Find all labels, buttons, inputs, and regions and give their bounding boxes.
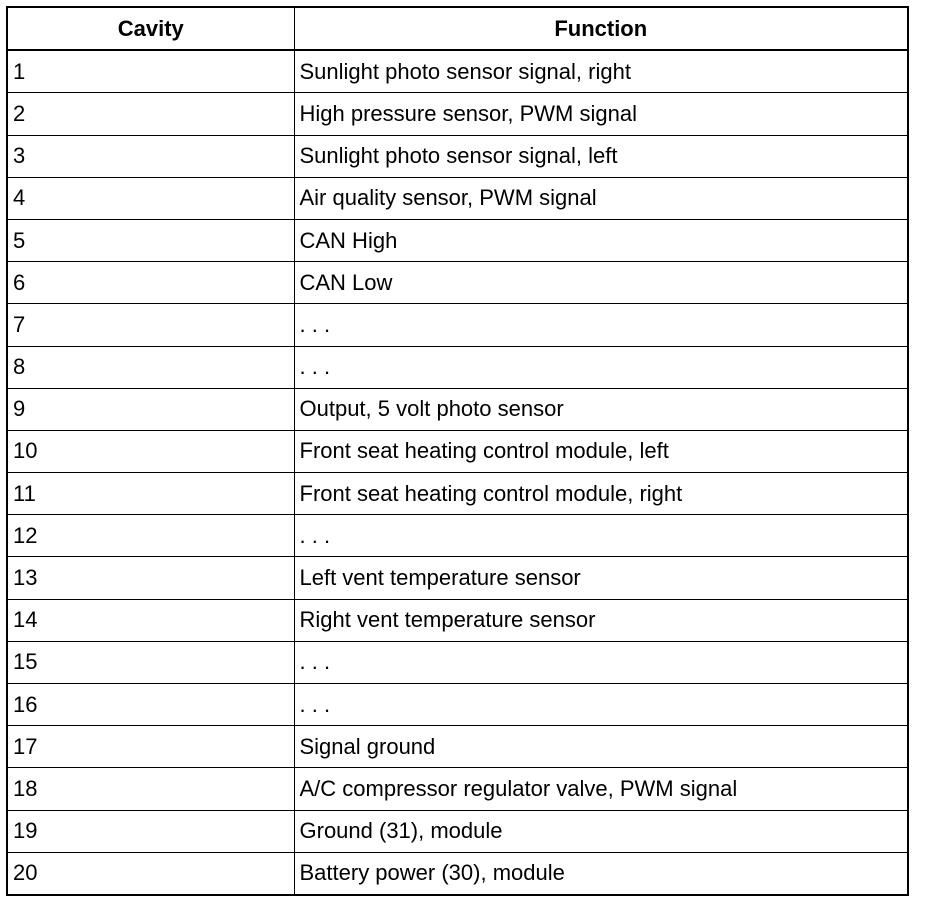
function-cell: Left vent temperature sensor [294, 557, 908, 599]
table-row [7, 810, 908, 852]
function-cell: Air quality sensor, PWM signal [294, 177, 908, 219]
table-row [7, 219, 908, 261]
cavity-cell: 16 [7, 684, 294, 726]
cavity-cell: 7 [7, 304, 294, 346]
function-cell: CAN Low [294, 262, 908, 304]
cavity-cell: 18 [7, 768, 294, 810]
function-cell: Front seat heating control module, right [294, 473, 908, 515]
table-row [7, 135, 908, 177]
table-row [7, 262, 908, 304]
cavity-cell: 1 [7, 50, 294, 93]
cavity-cell: 13 [7, 557, 294, 599]
function-cell: Sunlight photo sensor signal, right [294, 50, 908, 93]
function-cell: Front seat heating control module, left [294, 430, 908, 472]
function-cell: Output, 5 volt photo sensor [294, 388, 908, 430]
table-row [7, 641, 908, 683]
table-row [7, 473, 908, 515]
table-row [7, 515, 908, 557]
table-row [7, 726, 908, 768]
cavity-cell: 8 [7, 346, 294, 388]
cavity-cell: 5 [7, 219, 294, 261]
table-row [7, 93, 908, 135]
cavity-cell: 9 [7, 388, 294, 430]
cavity-cell: 15 [7, 641, 294, 683]
cavity-cell: 20 [7, 852, 294, 895]
cavity-cell: 6 [7, 262, 294, 304]
column-header-cavity: Cavity [7, 7, 294, 50]
column-header-function: Function [294, 7, 908, 50]
cavity-cell: 17 [7, 726, 294, 768]
cavity-cell: 12 [7, 515, 294, 557]
function-cell: Sunlight photo sensor signal, left [294, 135, 908, 177]
table-row [7, 768, 908, 810]
cavity-cell: 3 [7, 135, 294, 177]
function-cell: . . . [294, 515, 908, 557]
table-row [7, 430, 908, 472]
table-row [7, 304, 908, 346]
table-row [7, 177, 908, 219]
function-cell: Signal ground [294, 726, 908, 768]
cavity-cell: 4 [7, 177, 294, 219]
function-cell: A/C compressor regulator valve, PWM signal [294, 768, 908, 810]
function-cell: Right vent temperature sensor [294, 599, 908, 641]
table-row [7, 346, 908, 388]
table-row [7, 684, 908, 726]
connector-pinout-table [6, 6, 909, 896]
table-row [7, 50, 908, 93]
table-row [7, 557, 908, 599]
function-cell: CAN High [294, 219, 908, 261]
table-row [7, 852, 908, 895]
table-row [7, 388, 908, 430]
function-cell: High pressure sensor, PWM signal [294, 93, 908, 135]
cavity-cell: 14 [7, 599, 294, 641]
cavity-cell: 10 [7, 430, 294, 472]
header-row [7, 7, 908, 50]
function-cell: . . . [294, 684, 908, 726]
function-cell: Battery power (30), module [294, 852, 908, 895]
cavity-cell: 11 [7, 473, 294, 515]
function-cell: . . . [294, 304, 908, 346]
function-cell: Ground (31), module [294, 810, 908, 852]
table-row [7, 599, 908, 641]
function-cell: . . . [294, 641, 908, 683]
function-cell: . . . [294, 346, 908, 388]
cavity-cell: 2 [7, 93, 294, 135]
cavity-cell: 19 [7, 810, 294, 852]
